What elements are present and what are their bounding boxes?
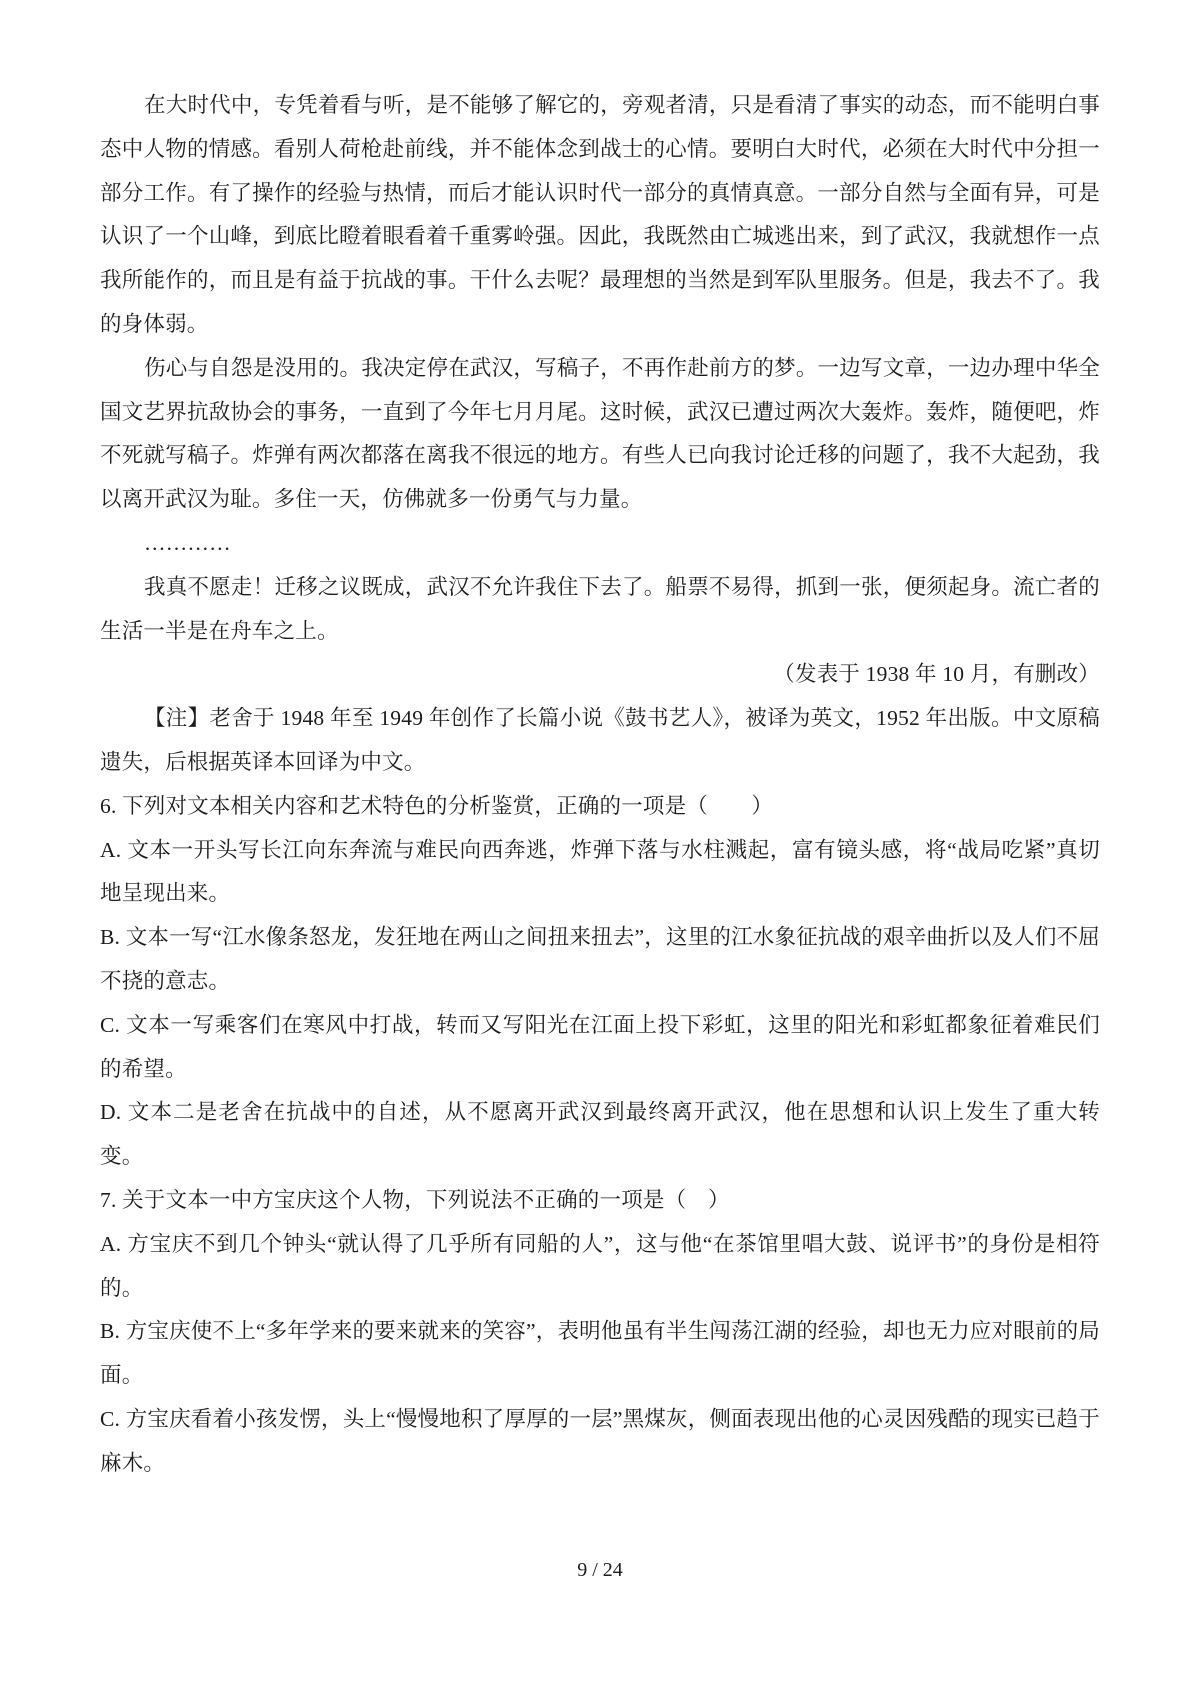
question-7-option-c: C. 方宝庆看着小孩发愣，头上“慢慢地积了厚厚的一层”黑煤灰，侧面表现出他的心灵因残酷的现实已趋于麻木。: [100, 1406, 1100, 1475]
question-7-option-b: B. 方宝庆使不上“多年学来的要来就来的笑容”，表明他虽有半生闯荡江湖的经验，却也无力应对眼前的局面。: [100, 1319, 1100, 1388]
passage-paragraph-2: 伤心与自怨是没用的。我决定停在武汉，写稿子，不再作赴前方的梦。一边写文章，一边办理中华全国文艺界抗敌协会的事务，一直到了今年七月月尾。这时候，武汉已遭过两次大轰炸。轰炸，随便吧，炸不死就写稿子。炸弹有两次都落在离我不很远的地方。有些人已向我讨论迁移的问题了，我不大起劲，我以离开武汉为耻。多住一天，仿佛就多一份勇气与力量。: [100, 355, 1100, 512]
question-6-option-c: C. 文本一写乘客们在寒风中打战，转而又写阳光在江面上投下彩虹，这里的阳光和彩虹都象征着难民们的希望。: [100, 1012, 1100, 1081]
passage-paragraph-3: 我真不愿走！迁移之议既成，武汉不允许我住下去了。船票不易得，抓到一张，便须起身。流亡者的生活一半是在舟车之上。: [100, 574, 1100, 643]
question-7-option-a: A. 方宝庆不到几个钟头“就认得了几乎所有同船的人”，这与他“在茶馆里唱大鼓、说评书”的身份是相符的。: [100, 1231, 1100, 1300]
question-6-option-a: A. 文本一开头写长江向东奔流与难民向西奔逃，炸弹下落与水柱溅起，富有镜头感，将“战局吃紧”真切地呈现出来。: [100, 837, 1100, 906]
passage-note: 【注】老舍于 1948 年至 1949 年创作了长篇小说《鼓书艺人》，被译为英文，1952 年出版。中文原稿遗失，后根据英译本回译为中文。: [100, 706, 1100, 774]
question-6-option-b: B. 文本一写“江水像条怒龙，发狂地在两山之间扭来扭去”，这里的江水象征抗战的艰辛曲折以及人们不屈不挠的意志。: [100, 925, 1100, 993]
passage-paragraph-1: 在大时代中，专凭着看与听，是不能够了解它的，旁观者清，只是看清了事实的动态，而不能明白事态中人物的情感。看别人荷枪赴前线，并不能体念到战士的心情。要明白大时代，必须在大时代中分担一部分工作。有了操作的经验与热情，而后才能认识时代一部分的真情真意。一部分自然与全面有异，可是认识了一个山峰，到底比瞪着眼看着千重雾岭强。因此，我既然由亡城逃出来，到了武汉，我就想作一点我所能作的，而且是有益于抗战的事。干什么去呢？最理想的当然是到军队里服务。但是，我去不了。我的身体弱。: [100, 93, 1100, 336]
passage-attribution: （发表于 1938 年 10 月，有删改）: [773, 662, 1100, 687]
question-6-option-d: D. 文本二是老舍在抗战中的自述，从不愿离开武汉到最终离开武汉，他在思想和认识上发生了重大转变。: [100, 1100, 1100, 1169]
question-6-stem: 6. 下列对文本相关内容和艺术特色的分析鉴赏，正确的一项是（ ）: [100, 793, 774, 818]
page-number: 9 / 24: [577, 1559, 623, 1581]
question-7-stem: 7. 关于文本一中方宝庆这个人物，下列说法不正确的一项是（ ）: [100, 1187, 730, 1212]
passage-ellipsis-line: …………: [144, 530, 231, 555]
page-content: [100, 84, 1100, 1486]
